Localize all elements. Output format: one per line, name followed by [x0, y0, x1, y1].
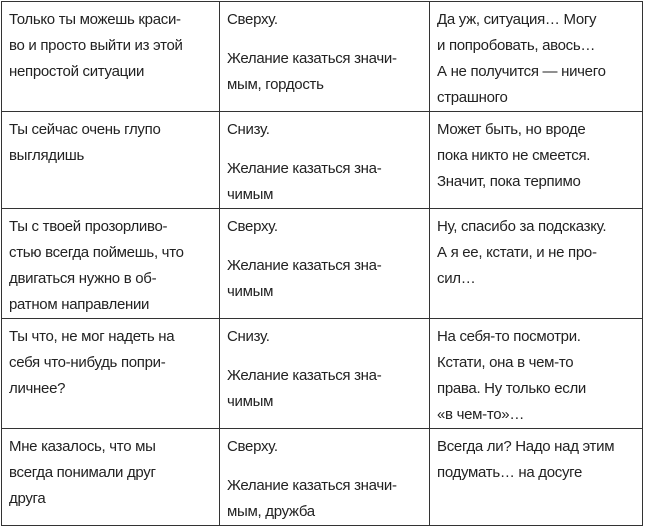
paragraph-gap — [227, 240, 423, 253]
position-label: Снизу. — [227, 328, 270, 345]
phrase-cell — [2, 429, 220, 526]
text-line: Ты с твоей прозорливо- — [9, 218, 168, 235]
text-line: Только ты можешь краси- — [9, 11, 181, 28]
text-line: чимым — [227, 283, 274, 300]
paragraph-gap — [227, 33, 423, 46]
text-line: стью всегда поймешь, что — [9, 244, 184, 261]
text-line: Желание казаться значи- — [227, 50, 397, 67]
table-row — [2, 429, 643, 526]
text-line: выглядишь — [9, 147, 85, 164]
response-cell — [430, 112, 643, 209]
paragraph-gap — [227, 350, 423, 363]
phrase-cell — [2, 2, 220, 112]
phrase-cell — [2, 209, 220, 319]
text-line: сил… — [437, 270, 476, 287]
table-row — [2, 112, 643, 209]
position-cell — [220, 2, 430, 112]
text-line: Кстати, она в чем-то — [437, 354, 574, 371]
position-cell — [220, 319, 430, 429]
text-line: Может быть, но вроде — [437, 121, 586, 138]
position-cell — [220, 112, 430, 209]
text-line: чимым — [227, 186, 274, 203]
text-line: Ты что, не мог надеть на — [9, 328, 175, 345]
text-line: мым, гордость — [227, 76, 324, 93]
text-line: права. Ну только если — [437, 380, 586, 397]
text-line: На себя-то посмотри. — [437, 328, 581, 345]
text-line: ратном направлении — [9, 296, 150, 313]
text-line: А не получится — ничего — [437, 63, 606, 80]
text-line: Желание казаться зна- — [227, 367, 382, 384]
text-line: подумать… на досуге — [437, 464, 583, 481]
text-line: непростой ситуации — [9, 63, 145, 80]
text-line: личнее? — [9, 380, 66, 397]
text-line: во и просто выйти из этой — [9, 37, 183, 54]
text-line: Да уж, ситуация… Могу — [437, 11, 597, 28]
text-line: и попробовать, авось… — [437, 37, 596, 54]
paragraph-gap — [227, 460, 423, 473]
text-line: «в чем-то»… — [437, 406, 525, 423]
table-row — [2, 2, 643, 112]
phrase-cell — [2, 112, 220, 209]
position-label: Сверху. — [227, 11, 278, 28]
text-line: мым, дружба — [227, 503, 315, 520]
text-line: Значит, пока терпимо — [437, 173, 581, 190]
text-line: Всегда ли? Надо над этим — [437, 438, 615, 455]
text-line: пока никто не смеется. — [437, 147, 591, 164]
phrase-cell — [2, 319, 220, 429]
text-line: Желание казаться зна- — [227, 257, 382, 274]
table-body — [2, 2, 643, 526]
text-line: всегда понимали друг — [9, 464, 156, 481]
text-line: двигаться нужно в об- — [9, 270, 157, 287]
text-line: Желание казаться зна- — [227, 160, 382, 177]
response-cell — [430, 429, 643, 526]
position-label: Сверху. — [227, 438, 278, 455]
dialogue-table — [1, 1, 643, 526]
text-line: страшного — [437, 89, 508, 106]
response-cell — [430, 319, 643, 429]
response-cell — [430, 2, 643, 112]
text-line: Мне казалось, что мы — [9, 438, 156, 455]
text-line: друга — [9, 490, 46, 507]
position-cell — [220, 209, 430, 319]
position-label: Снизу. — [227, 121, 270, 138]
position-label: Сверху. — [227, 218, 278, 235]
text-line: Ну, спасибо за подсказку. — [437, 218, 607, 235]
text-line: чимым — [227, 393, 274, 410]
text-line: Желание казаться значи- — [227, 477, 397, 494]
position-cell — [220, 429, 430, 526]
table-row — [2, 209, 643, 319]
table-row — [2, 319, 643, 429]
text-line: себя что-нибудь попри- — [9, 354, 166, 371]
text-line: А я ее, кстати, и не про- — [437, 244, 597, 261]
text-line: Ты сейчас очень глупо — [9, 121, 161, 138]
paragraph-gap — [227, 143, 423, 156]
response-cell — [430, 209, 643, 319]
